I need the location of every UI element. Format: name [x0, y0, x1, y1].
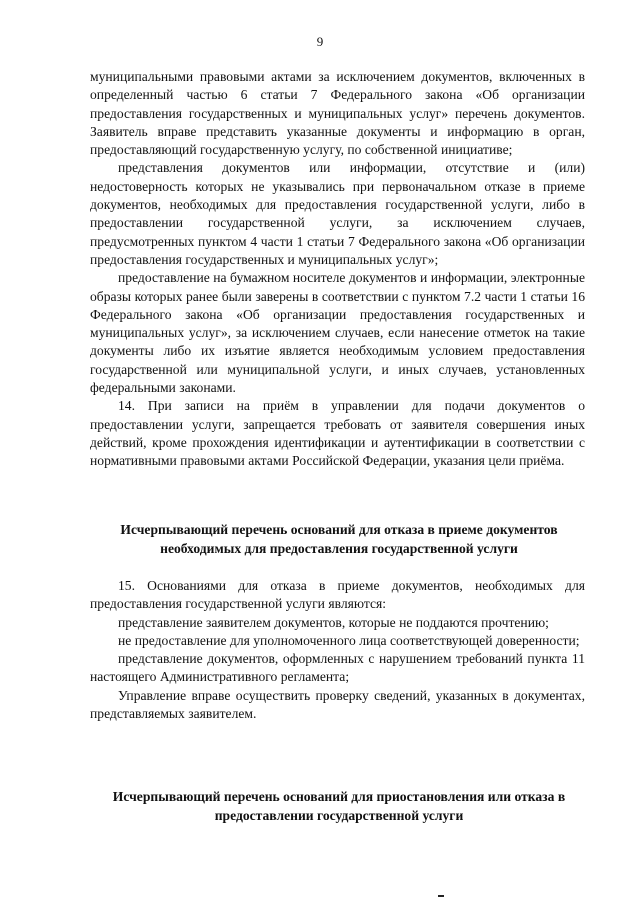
paragraph: 15. Основаниями для отказа в приеме документов, необходимых для предоставления государственной услуги являются: — [90, 578, 585, 612]
page-number: 9 — [316, 34, 324, 49]
text-block-2 — [90, 577, 585, 723]
paragraph: муниципальными правовыми актами за исключением документов, включенных в определенный частью 6 статьи 7 Федерального закона «Об организации предоставления государственных и муниципальных услуг» перечень документов. Заявитель вправе представить указанные документы и информацию в орган, предоставляющий государственную услугу, по собственной инициативе; — [90, 69, 585, 158]
paragraph: представление заявителем документов, которые не поддаются прочтению; — [118, 614, 549, 630]
paragraph: представление документов, оформленных с нарушением требований пункта 11 настоящего Административного регламента; — [90, 651, 585, 685]
text-block-1 — [90, 68, 585, 471]
paragraph: Управление вправе осуществить проверку сведений, указанных в документах, представляемых заявителем. — [90, 687, 585, 722]
paragraph: предоставление на бумажном носителе документов и информации, электронные образы которых ранее были заверены в соответствии с пунктом 7.2 части 1 статьи 16 Федерального закона «Об организации предоставления государственных и муниципальных услуг», за исключением случаев, если нанесение отметок на такие документы либо их изъятие является необходимым условием предоставления государственной или муниципальной услуги, и иных случаев, установленных федеральными законами. — [90, 270, 585, 396]
paragraph: 14. При записи на приём в управлении для подачи документов о предоставлении услуги, запрещается требовать от заявителя совершения иных действий, кроме прохождения идентификации и аутентификации в соответствии с нормативными правовыми актами Российской Федерации, указания цели приёма. — [90, 398, 585, 469]
paragraph: представления документов или информации, отсутствие и (или) недостоверность которых не указывались при первоначальном отказе в приеме документов, необходимых для предоставления государственной услуги, либо в предоставлении государственной услуги, за исключением случаев, предусмотренных пунктом 4 части 1 статьи 7 Федерального закона «Об организации предоставления государственных и муниципальных услуг»; — [90, 160, 585, 267]
section-heading-reception-refusal: Исчерпывающий перечень оснований для отказа в приеме документов необходимых для предоставления государственной услуги — [120, 522, 558, 556]
paragraph: не предоставление для уполномоченного лица соответствующей доверенности; — [118, 632, 580, 648]
section-heading-suspension-refusal: Исчерпывающий перечень оснований для приостановления или отказа в предоставлении государственной услуги — [112, 789, 566, 823]
scan-mark — [438, 895, 444, 897]
